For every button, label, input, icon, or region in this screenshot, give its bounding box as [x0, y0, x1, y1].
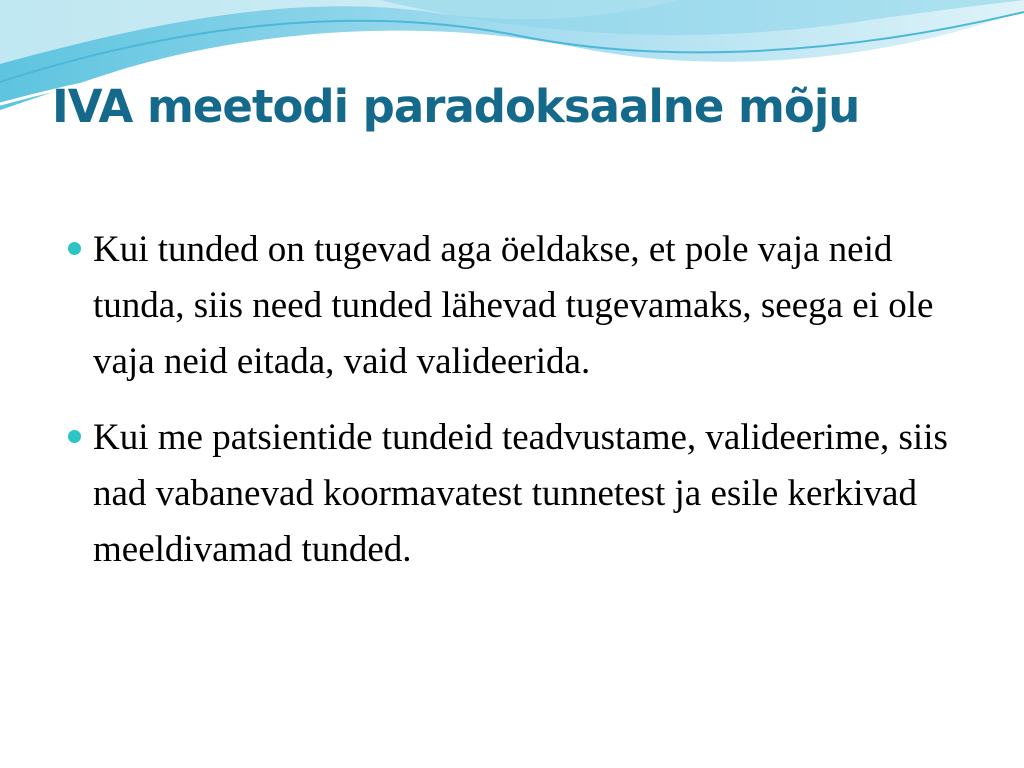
bullet-dot-icon: [68, 242, 81, 255]
bullet-list: [64, 222, 984, 598]
bullet-dot-icon: [68, 430, 81, 443]
bullet-item: [64, 222, 984, 390]
slide-title: IVA meetodi paradoksaalne mõju: [52, 80, 860, 133]
bullet-text: Kui me patsientide tundeid teadvustame, valideerime, siis nad vabanevad koormavatest tunnetest ja esile kerkivad meeldivamad tunded.: [93, 417, 948, 570]
bullet-item: [64, 410, 984, 578]
bullet-text: Kui tunded on tugevad aga öeldakse, et pole vaja neid tunda, siis need tunded lähevad tugevamaks, seega ei ole vaja neid eitada, vaid valideerida.: [93, 229, 934, 382]
